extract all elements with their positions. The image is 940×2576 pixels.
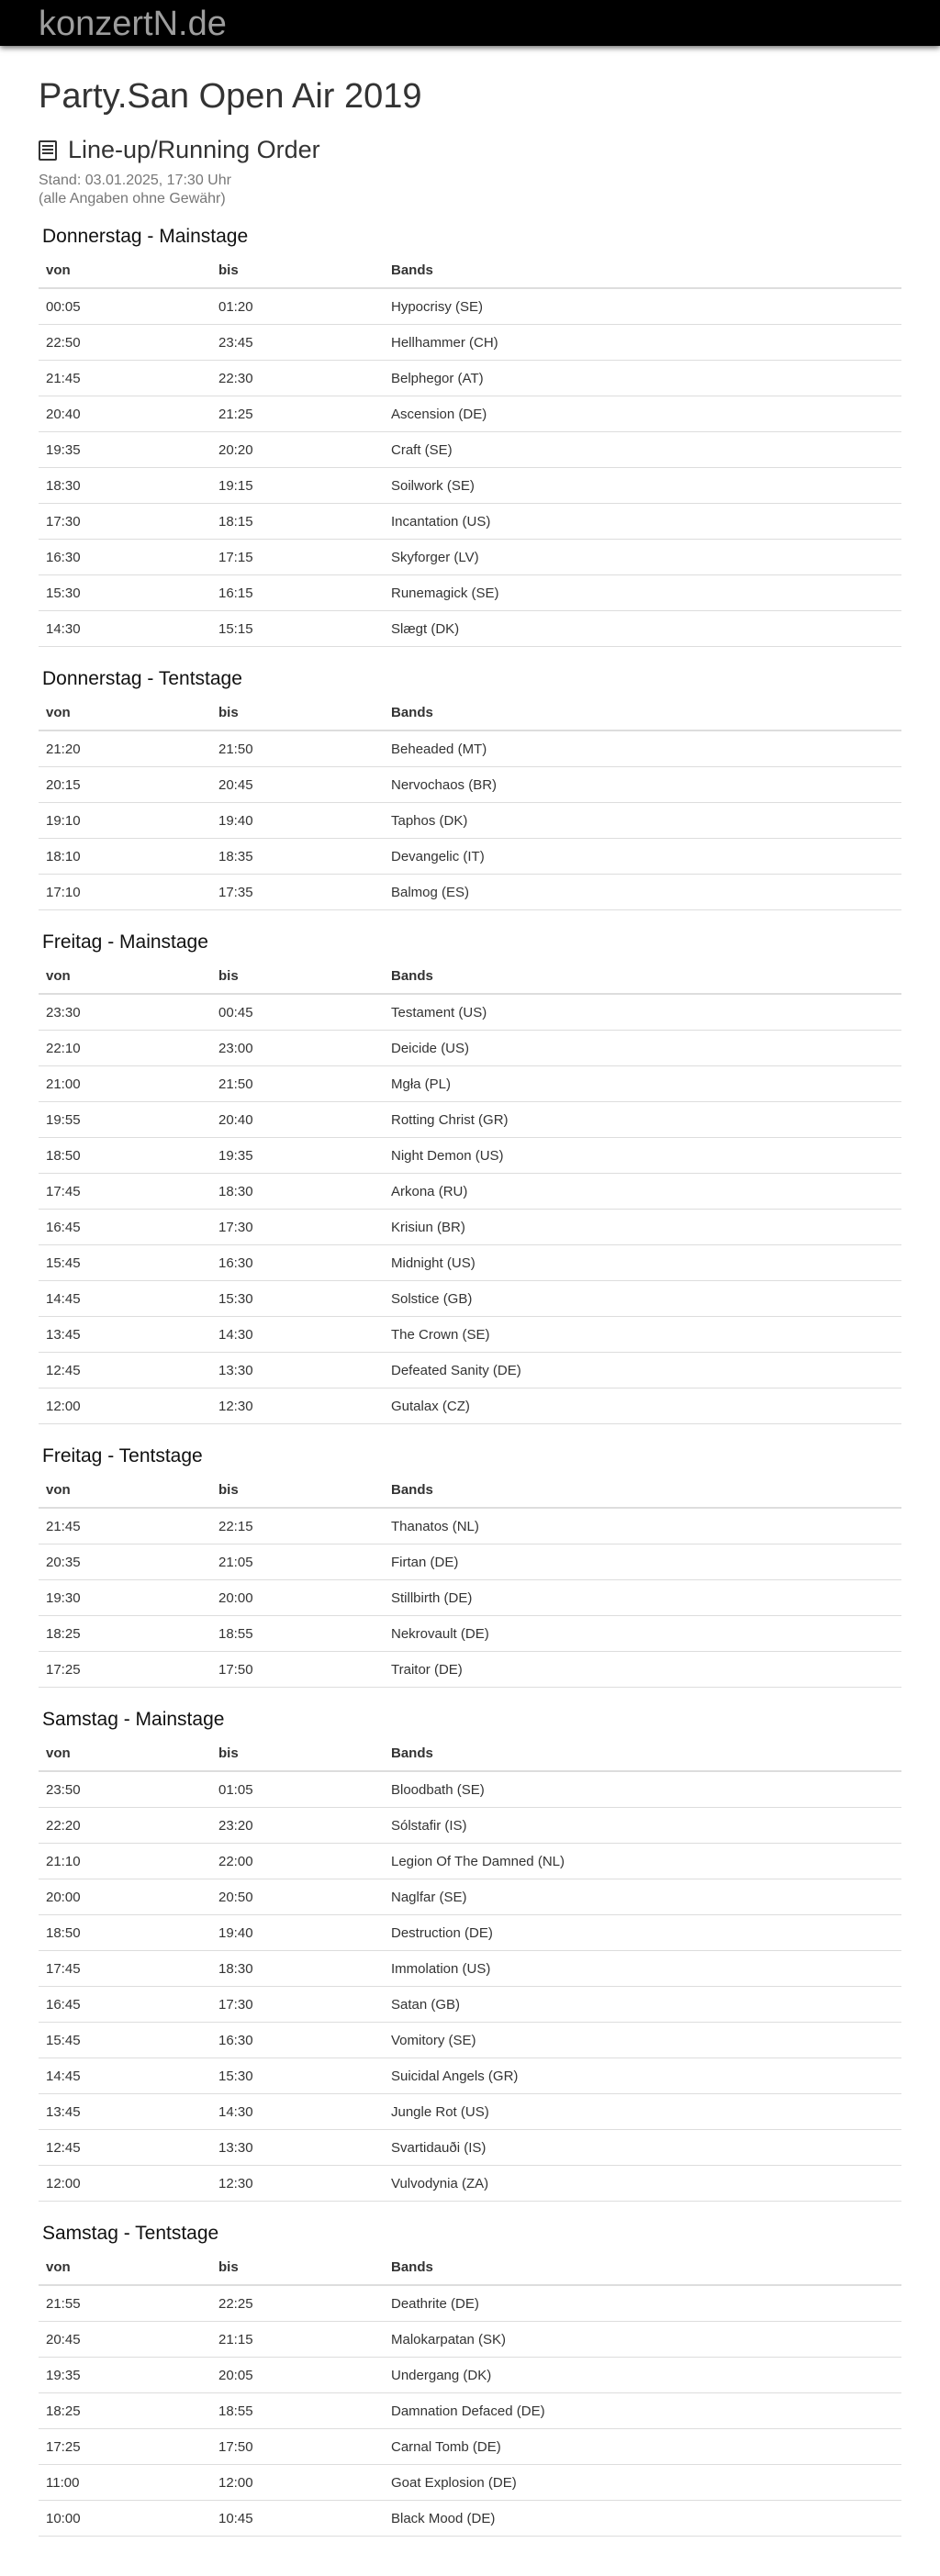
band-name: Nekrovault (DE) [384, 1616, 901, 1652]
end-time: 21:05 [211, 1544, 384, 1580]
band-name: Nervochaos (BR) [384, 767, 901, 803]
band-name: Destruction (DE) [384, 1915, 901, 1951]
table-row [39, 730, 901, 767]
column-header-von: von [39, 252, 211, 288]
column-header-bis: bis [211, 695, 384, 730]
running-order-heading [39, 131, 901, 168]
table-row [39, 2322, 901, 2358]
table-row [39, 1508, 901, 1544]
table-row [39, 1652, 901, 1688]
running-order-table [39, 958, 901, 1424]
start-time: 15:45 [39, 2023, 211, 2058]
end-time: 17:30 [211, 1987, 384, 2023]
band-name: Slægt (DK) [384, 611, 901, 647]
table-row [39, 1174, 901, 1210]
start-time: 17:25 [39, 2429, 211, 2465]
running-order-label: Line-up/Running Order [68, 135, 320, 163]
stage-title: Donnerstag - Mainstage [42, 226, 249, 247]
band-name: Gutalax (CZ) [384, 1388, 901, 1424]
start-time: 18:10 [39, 839, 211, 875]
table-row [39, 575, 901, 611]
end-time: 13:30 [211, 2130, 384, 2166]
band-name: Bloodbath (SE) [384, 1771, 901, 1808]
column-header-bis: bis [211, 1472, 384, 1508]
stage-title: Samstag - Tentstage [42, 2223, 219, 2244]
end-time: 21:50 [211, 730, 384, 767]
band-name: Skyforger (LV) [384, 540, 901, 575]
band-name: Suicidal Angels (GR) [384, 2058, 901, 2094]
table-row [39, 1951, 901, 1987]
end-time: 19:40 [211, 803, 384, 839]
end-time: 13:30 [211, 1353, 384, 1388]
stage-section [39, 929, 901, 1424]
table-row [39, 2465, 901, 2501]
table-header-row [39, 1472, 901, 1508]
table-row [39, 2501, 901, 2537]
end-time: 15:15 [211, 611, 384, 647]
band-name: Solstice (GB) [384, 1281, 901, 1317]
table-row [39, 396, 901, 432]
table-row [39, 1245, 901, 1281]
end-time: 14:30 [211, 2094, 384, 2130]
band-name: Immolation (US) [384, 1951, 901, 1987]
band-name: Vomitory (SE) [384, 2023, 901, 2058]
start-time: 11:00 [39, 2465, 211, 2501]
navbar [0, 0, 940, 46]
column-header-bands: Bands [384, 958, 901, 994]
band-name: Carnal Tomb (DE) [384, 2429, 901, 2465]
band-name: Midnight (US) [384, 1245, 901, 1281]
table-row [39, 1281, 901, 1317]
column-header-von: von [39, 958, 211, 994]
band-name: Deicide (US) [384, 1031, 901, 1066]
start-time: 20:00 [39, 1879, 211, 1915]
band-name: Sólstafir (IS) [384, 1808, 901, 1844]
start-time: 23:30 [39, 994, 211, 1031]
end-time: 23:45 [211, 325, 384, 361]
table-row [39, 1388, 901, 1424]
stand-date: Stand: 03.01.2025, 17:30 Uhr [39, 173, 231, 188]
start-time: 20:35 [39, 1544, 211, 1580]
start-time: 19:30 [39, 1580, 211, 1616]
table-row [39, 1353, 901, 1388]
band-name: Rotting Christ (GR) [384, 1102, 901, 1138]
stage-title: Donnerstag - Tentstage [42, 668, 242, 689]
main-content [0, 46, 940, 2537]
band-name: Incantation (US) [384, 504, 901, 540]
table-row [39, 325, 901, 361]
table-header-row [39, 252, 901, 288]
table-header-row [39, 2249, 901, 2285]
stage-section [39, 223, 901, 647]
start-time: 19:35 [39, 2358, 211, 2393]
start-time: 19:35 [39, 432, 211, 468]
start-time: 13:45 [39, 1317, 211, 1353]
start-time: 12:45 [39, 2130, 211, 2166]
running-order-table [39, 695, 901, 910]
table-row [39, 2429, 901, 2465]
band-name: Krisiun (BR) [384, 1210, 901, 1245]
band-name: Svartidauði (IS) [384, 2130, 901, 2166]
table-row [39, 1987, 901, 2023]
stand-info [39, 172, 901, 208]
end-time: 18:55 [211, 2393, 384, 2429]
end-time: 20:50 [211, 1879, 384, 1915]
band-name: Hellhammer (CH) [384, 325, 901, 361]
start-time: 18:30 [39, 468, 211, 504]
end-time: 15:30 [211, 1281, 384, 1317]
start-time: 21:55 [39, 2285, 211, 2322]
start-time: 19:10 [39, 803, 211, 839]
column-header-von: von [39, 1735, 211, 1771]
start-time: 20:40 [39, 396, 211, 432]
column-header-bands: Bands [384, 2249, 901, 2285]
end-time: 17:35 [211, 875, 384, 910]
start-time: 19:55 [39, 1102, 211, 1138]
table-row [39, 1879, 901, 1915]
table-row [39, 1616, 901, 1652]
end-time: 16:30 [211, 1245, 384, 1281]
end-time: 22:30 [211, 361, 384, 396]
band-name: The Crown (SE) [384, 1317, 901, 1353]
start-time: 13:45 [39, 2094, 211, 2130]
start-time: 21:10 [39, 1844, 211, 1879]
table-row [39, 1317, 901, 1353]
start-time: 00:05 [39, 288, 211, 325]
running-order-table [39, 1472, 901, 1688]
start-time: 14:45 [39, 1281, 211, 1317]
table-row [39, 611, 901, 647]
table-row [39, 2393, 901, 2429]
band-name: Malokarpatan (SK) [384, 2322, 901, 2358]
disclaimer: (alle Angaben ohne Gewähr) [39, 191, 226, 206]
table-row [39, 2285, 901, 2322]
start-time: 21:20 [39, 730, 211, 767]
table-row [39, 361, 901, 396]
band-name: Damnation Defaced (DE) [384, 2393, 901, 2429]
list-icon [39, 140, 57, 161]
table-row [39, 1138, 901, 1174]
band-name: Firtan (DE) [384, 1544, 901, 1580]
end-time: 15:30 [211, 2058, 384, 2094]
page-title: Party.San Open Air 2019 [39, 77, 422, 116]
end-time: 12:30 [211, 1388, 384, 1424]
start-time: 10:00 [39, 2501, 211, 2537]
band-name: Jungle Rot (US) [384, 2094, 901, 2130]
end-time: 10:45 [211, 2501, 384, 2537]
start-time: 17:10 [39, 875, 211, 910]
table-row [39, 1102, 901, 1138]
stage-title: Samstag - Mainstage [42, 1709, 225, 1730]
table-header-row [39, 695, 901, 730]
band-name: Devangelic (IT) [384, 839, 901, 875]
table-row [39, 2058, 901, 2094]
column-header-bis: bis [211, 2249, 384, 2285]
end-time: 23:20 [211, 1808, 384, 1844]
table-row [39, 1031, 901, 1066]
end-time: 18:35 [211, 839, 384, 875]
start-time: 18:25 [39, 2393, 211, 2429]
table-row [39, 432, 901, 468]
end-time: 17:50 [211, 1652, 384, 1688]
band-name: Hypocrisy (SE) [384, 288, 901, 325]
end-time: 20:20 [211, 432, 384, 468]
start-time: 23:50 [39, 1771, 211, 1808]
start-time: 20:15 [39, 767, 211, 803]
table-row [39, 1771, 901, 1808]
end-time: 20:00 [211, 1580, 384, 1616]
table-row [39, 288, 901, 325]
band-name: Legion Of The Damned (NL) [384, 1844, 901, 1879]
stage-title: Freitag - Tentstage [42, 1445, 203, 1466]
band-name: Night Demon (US) [384, 1138, 901, 1174]
stage-section [39, 1443, 901, 1688]
band-name: Mgła (PL) [384, 1066, 901, 1102]
end-time: 23:00 [211, 1031, 384, 1066]
table-row [39, 875, 901, 910]
end-time: 01:20 [211, 288, 384, 325]
table-header-row [39, 958, 901, 994]
start-time: 16:45 [39, 1987, 211, 2023]
start-time: 21:45 [39, 361, 211, 396]
band-name: Balmog (ES) [384, 875, 901, 910]
table-row [39, 839, 901, 875]
end-time: 19:35 [211, 1138, 384, 1174]
band-name: Stillbirth (DE) [384, 1580, 901, 1616]
band-name: Craft (SE) [384, 432, 901, 468]
table-row [39, 2166, 901, 2202]
column-header-von: von [39, 695, 211, 730]
table-row [39, 2094, 901, 2130]
end-time: 22:25 [211, 2285, 384, 2322]
start-time: 18:50 [39, 1915, 211, 1951]
end-time: 16:30 [211, 2023, 384, 2058]
start-time: 20:45 [39, 2322, 211, 2358]
end-time: 18:15 [211, 504, 384, 540]
end-time: 21:15 [211, 2322, 384, 2358]
end-time: 12:30 [211, 2166, 384, 2202]
band-name: Defeated Sanity (DE) [384, 1353, 901, 1388]
end-time: 18:55 [211, 1616, 384, 1652]
brand-link[interactable]: konzertN.de [39, 5, 227, 43]
band-name: Naglfar (SE) [384, 1879, 901, 1915]
start-time: 12:00 [39, 1388, 211, 1424]
start-time: 15:45 [39, 1245, 211, 1281]
band-name: Soilwork (SE) [384, 468, 901, 504]
table-row [39, 767, 901, 803]
band-name: Goat Explosion (DE) [384, 2465, 901, 2501]
band-name: Satan (GB) [384, 1987, 901, 2023]
table-row [39, 540, 901, 575]
band-name: Undergang (DK) [384, 2358, 901, 2393]
end-time: 22:15 [211, 1508, 384, 1544]
end-time: 17:30 [211, 1210, 384, 1245]
start-time: 18:50 [39, 1138, 211, 1174]
start-time: 17:30 [39, 504, 211, 540]
stage-section [39, 665, 901, 910]
end-time: 20:45 [211, 767, 384, 803]
table-row [39, 1808, 901, 1844]
column-header-bands: Bands [384, 252, 901, 288]
band-name: Beheaded (MT) [384, 730, 901, 767]
end-time: 12:00 [211, 2465, 384, 2501]
end-time: 22:00 [211, 1844, 384, 1879]
start-time: 22:10 [39, 1031, 211, 1066]
table-row [39, 504, 901, 540]
band-name: Black Mood (DE) [384, 2501, 901, 2537]
start-time: 21:45 [39, 1508, 211, 1544]
start-time: 12:45 [39, 1353, 211, 1388]
end-time: 18:30 [211, 1951, 384, 1987]
table-row [39, 468, 901, 504]
band-name: Arkona (RU) [384, 1174, 901, 1210]
band-name: Ascension (DE) [384, 396, 901, 432]
start-time: 17:25 [39, 1652, 211, 1688]
band-name: Belphegor (AT) [384, 361, 901, 396]
start-time: 14:45 [39, 2058, 211, 2094]
end-time: 14:30 [211, 1317, 384, 1353]
band-name: Thanatos (NL) [384, 1508, 901, 1544]
band-name: Vulvodynia (ZA) [384, 2166, 901, 2202]
stage-section [39, 2220, 901, 2537]
start-time: 22:20 [39, 1808, 211, 1844]
end-time: 17:50 [211, 2429, 384, 2465]
running-order-table [39, 1735, 901, 2202]
column-header-bands: Bands [384, 1472, 901, 1508]
band-name: Runemagick (SE) [384, 575, 901, 611]
end-time: 00:45 [211, 994, 384, 1031]
table-row [39, 994, 901, 1031]
column-header-bis: bis [211, 1735, 384, 1771]
end-time: 20:40 [211, 1102, 384, 1138]
column-header-bands: Bands [384, 695, 901, 730]
end-time: 17:15 [211, 540, 384, 575]
table-row [39, 1915, 901, 1951]
start-time: 22:50 [39, 325, 211, 361]
table-row [39, 2023, 901, 2058]
start-time: 12:00 [39, 2166, 211, 2202]
table-row [39, 1544, 901, 1580]
end-time: 21:50 [211, 1066, 384, 1102]
table-row [39, 1844, 901, 1879]
running-order-table [39, 2249, 901, 2537]
start-time: 14:30 [39, 611, 211, 647]
start-time: 21:00 [39, 1066, 211, 1102]
stage-sections [39, 223, 901, 2537]
band-name: Traitor (DE) [384, 1652, 901, 1688]
column-header-von: von [39, 1472, 211, 1508]
start-time: 16:45 [39, 1210, 211, 1245]
stage-section [39, 1706, 901, 2202]
table-row [39, 2130, 901, 2166]
column-header-von: von [39, 2249, 211, 2285]
band-name: Deathrite (DE) [384, 2285, 901, 2322]
start-time: 18:25 [39, 1616, 211, 1652]
stage-title: Freitag - Mainstage [42, 931, 208, 953]
start-time: 17:45 [39, 1951, 211, 1987]
end-time: 19:15 [211, 468, 384, 504]
table-row [39, 1580, 901, 1616]
start-time: 15:30 [39, 575, 211, 611]
table-row [39, 2358, 901, 2393]
table-row [39, 1066, 901, 1102]
column-header-bands: Bands [384, 1735, 901, 1771]
band-name: Testament (US) [384, 994, 901, 1031]
table-row [39, 1210, 901, 1245]
start-time: 17:45 [39, 1174, 211, 1210]
end-time: 21:25 [211, 396, 384, 432]
running-order-table [39, 252, 901, 647]
end-time: 20:05 [211, 2358, 384, 2393]
start-time: 16:30 [39, 540, 211, 575]
end-time: 16:15 [211, 575, 384, 611]
table-header-row [39, 1735, 901, 1771]
column-header-bis: bis [211, 958, 384, 994]
band-name: Taphos (DK) [384, 803, 901, 839]
end-time: 19:40 [211, 1915, 384, 1951]
table-row [39, 803, 901, 839]
end-time: 18:30 [211, 1174, 384, 1210]
column-header-bis: bis [211, 252, 384, 288]
end-time: 01:05 [211, 1771, 384, 1808]
